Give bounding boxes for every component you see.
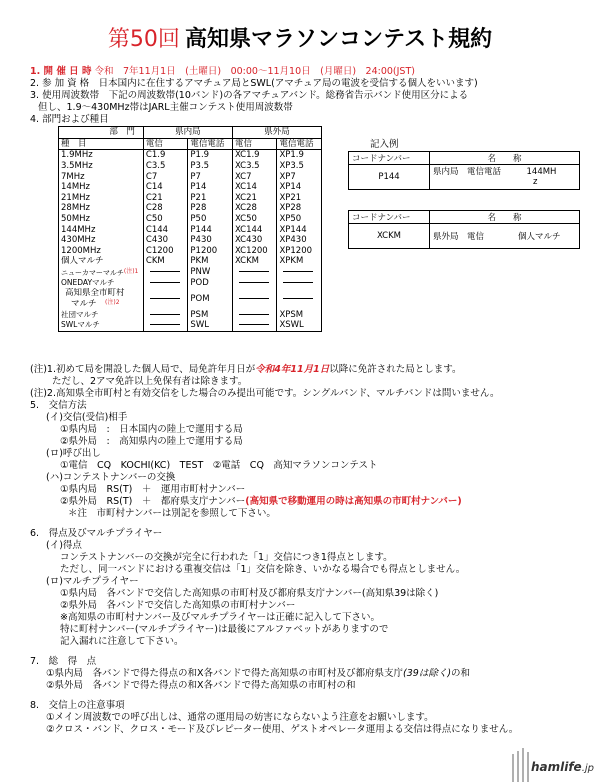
band-code: C1.9 — [143, 150, 188, 161]
band-row-newcomer-name: ニューカマーマルチ(注)1 — [61, 267, 139, 277]
code-xswl: XSWL — [277, 320, 322, 331]
section-6-b5: 記入漏れに注意して下さい。 — [60, 636, 184, 647]
band-row — [59, 214, 322, 225]
section-6-b3: ※高知県の市町村ナンバー及びマルチプライヤーは正確に記入して下さい。 — [60, 612, 381, 623]
header-group-in: 県内局 — [143, 127, 232, 139]
band-code: XP430 — [277, 235, 322, 246]
band-code: XC21 — [232, 193, 277, 204]
section-5-b: (ロ)呼び出し — [46, 448, 101, 459]
section-5-a: (イ)交信(受信)相手 — [46, 412, 128, 423]
band-code: XC144 — [232, 224, 277, 235]
band-code: C7 — [143, 171, 188, 182]
band-row-name: 3.5MHz — [61, 161, 93, 172]
section-8-title: 8. 交信上の注意事項 — [30, 700, 125, 711]
band-code: P1200 — [188, 246, 233, 257]
header-sub-1: 電信 — [143, 138, 188, 150]
header-division: 部 門 — [59, 127, 144, 139]
band-row — [59, 203, 322, 214]
band-row-name: 430MHz — [61, 235, 96, 246]
watermark-text: hamlife.jp — [530, 760, 594, 774]
band-code: C3.5 — [143, 161, 188, 172]
band-code: XCKM — [232, 256, 277, 267]
note-2: (注)2.高知県全市町村と有効交信をした場合のみ提出可能です。シングルバンド、マルチバンドは問いません。 — [30, 388, 500, 399]
section-6-b2: ②県外局 各バンドで交信した高知県の市町村ナンバー — [60, 600, 296, 611]
band-code: P1.9 — [188, 150, 233, 161]
note-1: (注)1.初めて局を開設した個人局で、局免許年月日が令和4年11月1日以降に免許された局とします。 — [30, 364, 462, 375]
band-table-header-top — [59, 127, 322, 139]
example2-header-code: コードナンバー — [349, 211, 430, 224]
watermark — [510, 748, 600, 782]
band-row-name: 1200MHz — [61, 245, 101, 256]
band-code: PKM — [188, 256, 233, 267]
band-code: P21 — [188, 193, 233, 204]
band-code: P7 — [188, 171, 233, 182]
band-row — [59, 246, 322, 257]
header-group-out: 県外局 — [232, 127, 321, 139]
section-6-a2: ただし、同一バンドにおける重複交信は「1」交信を除き、いかなる場合でも得点としません。 — [60, 564, 466, 575]
note-1-sub: ただし、2アマ免許以上免保有者は除きます。 — [52, 376, 248, 387]
band-code: C21 — [143, 193, 188, 204]
band-row — [59, 171, 322, 182]
band-code: P430 — [188, 235, 233, 246]
example1-code: P144 — [378, 172, 400, 182]
title-main: 高知県マラソンコンテスト規約 — [184, 27, 493, 52]
band-code: CKM — [143, 256, 188, 267]
band-row — [59, 235, 322, 246]
section-6-a: (イ)得点 — [46, 540, 82, 551]
band-row-name: 7MHz — [61, 171, 85, 182]
band-row-name: 14MHz — [61, 182, 91, 193]
band-code: XP1.9 — [277, 150, 322, 161]
section-7-l1: ①県内局 各バンドで得た得点の和X各バンドで得た高知県の市町村及び都府県支庁(39は除く)の和 — [46, 668, 471, 679]
band-code: C144 — [143, 224, 188, 235]
header-event: 種 目 — [59, 138, 144, 150]
band-code: XP1200 — [277, 246, 322, 257]
header-sub-4: 電信電話 — [277, 138, 322, 150]
section-3-line1: 3. 使用周波数帯 下記の周波数帯(10バンド)の各アマチュアバンド。総務省告示バンド使用区分による — [30, 90, 469, 101]
section-7-l2: ②県外局 各バンドで得た得点の和X各バンドで得た高知県の市町村の和 — [46, 680, 356, 691]
example2-header-name: 名 称 — [430, 211, 580, 224]
code-xpsm: XPSM — [277, 309, 322, 320]
band-table-header-sub — [59, 138, 322, 150]
code-swl: SWL — [188, 320, 233, 331]
header-sub-3: 電信 — [232, 138, 277, 150]
section-1 — [30, 66, 415, 78]
band-code: XC1.9 — [232, 150, 277, 161]
band-row-city-name: 高知県全市町村 マルチ $^{(注)2}$ — [65, 288, 125, 310]
example1-name: 県内局 電信電話 144MH z — [430, 165, 580, 190]
example-table-2 — [348, 210, 580, 249]
example2-name: 県外局 電信 個人マルチ — [430, 224, 580, 249]
band-code: XP7 — [277, 171, 322, 182]
section-5-a2: ②県外局 : 高知県内の陸上で運用する局 — [60, 436, 243, 447]
section-6-b4: 特に町村ナンバー(マルチプライヤー)は最後にアルファベットがありますので — [60, 624, 389, 635]
band-row-name: 21MHz — [61, 192, 91, 203]
code-psm: PSM — [188, 309, 233, 320]
section-4: 4. 部門および種目 — [30, 114, 109, 125]
band-code: XP21 — [277, 193, 322, 204]
example2-code: XCKM — [376, 231, 402, 241]
code-pom: POM — [188, 288, 233, 309]
band-code: XP3.5 — [277, 161, 322, 172]
band-code: P3.5 — [188, 161, 233, 172]
example-table-1 — [348, 151, 580, 190]
band-row-name: 50MHz — [61, 214, 91, 225]
band-row — [59, 150, 322, 161]
band-code: XP50 — [277, 214, 322, 225]
section-6-a1: コンテストナンバーの交換が完全に行われた「1」交信につき1得点とします。 — [60, 552, 393, 563]
example1-header-name: 名 称 — [430, 152, 580, 165]
band-code: C28 — [143, 203, 188, 214]
header-sub-2: 電信電話 — [188, 138, 233, 150]
section-5-a1: ①県内局 : 日本国内の陸上で運用する局 — [60, 424, 243, 435]
section-5-c1: ①県内局 RS(T) ＋ 運用市町村ナンバー — [60, 484, 246, 495]
band-row-club-name: 社団マルチ — [61, 309, 99, 319]
band-row — [59, 224, 322, 235]
section-5-b1: ①電信 CQ KOCHI(KC) TEST ②電話 CQ 高知マラソンコンテスト — [60, 460, 378, 471]
band-code: P28 — [188, 203, 233, 214]
title-edition: 第50回 — [107, 27, 180, 52]
section-1-label: 1. 開 催 日 時 — [30, 66, 92, 77]
band-code: XC3.5 — [232, 161, 277, 172]
section-1-text: 令和 7年11月1日 (土曜日) 00:00～11月10日 (月曜日) 24:00(JST) — [94, 66, 415, 77]
band-row-newcomer — [59, 267, 322, 278]
band-table — [58, 126, 322, 332]
band-code: XC50 — [232, 214, 277, 225]
band-row — [59, 256, 322, 267]
section-5-c: (ハ)コンテストナンバーの交換 — [46, 472, 176, 483]
section-6-b: (ロ)マルチプライヤー — [46, 576, 139, 587]
band-row-oneday — [59, 278, 322, 289]
section-5-c2: ②県外局 RS(T) ＋ 都府県支庁ナンバー(高知県で移動運用の時は高知県の市町村ナンバー) — [60, 496, 462, 507]
section-6-title: 6. 得点及びマルチプライヤー — [30, 528, 163, 539]
band-row-name: 個人マルチ — [61, 256, 104, 267]
band-row — [59, 193, 322, 204]
section-3-line2: 但し、1.9～430MHz帯はJARL主催コンテスト使用周波数帯 — [38, 102, 293, 113]
band-code: C50 — [143, 214, 188, 225]
band-row-name: 1.9MHz — [61, 150, 93, 161]
section-8-l1: ①メイン周波数での呼び出しは、通常の運用局の妨害にならないよう注意をお願いします。 — [46, 712, 434, 723]
band-row-club — [59, 309, 322, 320]
band-code: P50 — [188, 214, 233, 225]
band-code: XP14 — [277, 182, 322, 193]
band-row — [59, 182, 322, 193]
example1-header-code: コードナンバー — [349, 152, 430, 165]
band-row-name: 144MHz — [61, 224, 96, 235]
band-code: C14 — [143, 182, 188, 193]
band-code: XC430 — [232, 235, 277, 246]
band-row-oneday-name: ONEDAYマルチ — [61, 278, 115, 288]
band-code: P144 — [188, 224, 233, 235]
section-7-title: 7. 総 得 点 — [30, 656, 97, 667]
band-code: C1200 — [143, 246, 188, 257]
band-code: XC1200 — [232, 246, 277, 257]
band-row-city — [59, 288, 322, 309]
section-5-title: 5. 交信方法 — [30, 400, 87, 411]
code-pod: POD — [188, 278, 233, 289]
band-code: XC28 — [232, 203, 277, 214]
page-title — [0, 22, 600, 53]
band-row — [59, 161, 322, 172]
band-code: P14 — [188, 182, 233, 193]
band-code: XC14 — [232, 182, 277, 193]
section-2: 2. 参 加 資 格 日本国内に在住するアマチュア局とSWL(アマチュア局の電波を受信する個人をいいます) — [30, 78, 478, 89]
band-code: XP144 — [277, 224, 322, 235]
example-title: 記入例 — [370, 139, 399, 150]
band-row-name: 28MHz — [61, 203, 91, 214]
band-row-swl-name: SWLマルチ — [61, 320, 100, 330]
band-row-swl — [59, 320, 322, 331]
band-code: XP28 — [277, 203, 322, 214]
band-code: C430 — [143, 235, 188, 246]
section-6-b1: ①県内局 各バンドで交信した高知県の市町村及び都府県支庁ナンバー(高知県39は除く) — [60, 588, 439, 599]
band-code: XC7 — [232, 171, 277, 182]
section-5-c3: ＊注 市町村ナンバーは別記を参照して下さい。 — [68, 508, 276, 519]
section-8-l2: ②クロス・バンド、クロス・モード及びレピーター使用、ゲストオペレータ運用よる交信は得点になりません。 — [46, 724, 519, 735]
band-code: XPKM — [277, 256, 322, 267]
code-pnw: PNW — [188, 267, 233, 278]
